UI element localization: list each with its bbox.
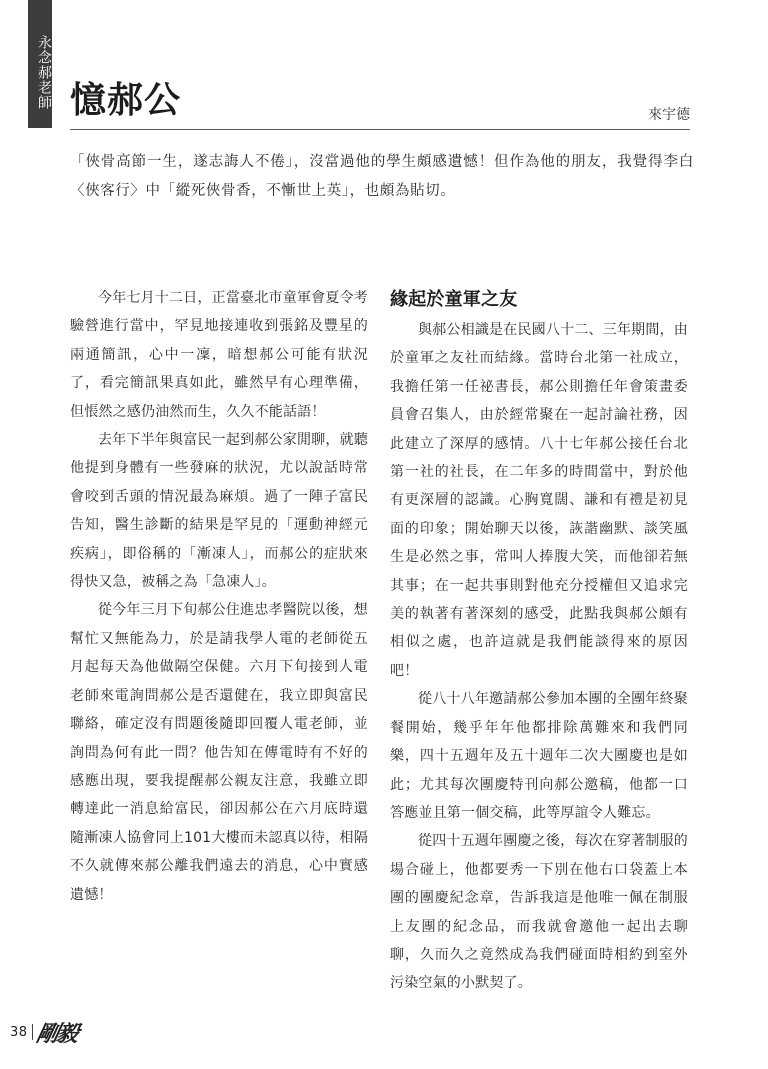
section-heading: 緣起於童軍之友 bbox=[390, 289, 518, 310]
title-divider bbox=[70, 129, 690, 130]
footer-separator bbox=[32, 1024, 33, 1040]
paragraph: 去年下半年與富民一起到郝公家閒聊，就聽他提到身體有一些發麻的狀況，尤以說話時常會咬到舌頭的情況最為麻煩。過了一陣子富民告知，醫生診斷的結果是罕見的「運動神經元疾病」，即俗稱的「漸凍人」，而郝公的症狀來得快又急，被稱之為「急凍人」。 bbox=[70, 432, 368, 591]
section-side-tab: 永念郝老師 bbox=[28, 0, 52, 128]
magazine-logo: 剛毅 bbox=[33, 1020, 80, 1047]
paragraph: 從今年三月下旬郝公住進忠孝醫院以後，想幫忙又無能為力，於是請我學人電的老師從五月起每天為他做隔空保健。六月下旬接到人電老師來電詢問郝公是否還健在，我立即與富民聯絡，確定沒有問題後隨即回覆人電老師，並詢問為何有此一問？他告知在傳電時有不好的感應出現，要我提醒郝公親友注意，我雖立即轉達此一消息給富民，卻因郝公在六月底時還隨漸凍人協會同上101大樓而未認真以待，相隔不久就傳來郝公離我們遠去的消息，心中實感遺憾！ bbox=[70, 602, 368, 903]
paragraph: 與郝公相識是在民國八十二、三年期間，由於童軍之友社而結緣。當時台北第一社成立，我擔任第一任祕書長，郝公則擔任年會策畫委員會召集人，由於經常聚在一起討論社務，因此建立了深厚的感情。八十七年郝公接任台北第一社的社長，在二年多的時間當中，對於他有更深層的認識。心胸寬闊、謙和有禮是初見面的印象；開始聊天以後，詼諧幽默、談笑風生是必然之事，常叫人捧腹大笑，而他卻若無其事；在一起共事則對他充分授權但又追求完美的執著有著深刻的感受，此點我與郝公頗有相似之處，也許這就是我們能談得來的原因吧！ bbox=[390, 322, 688, 679]
page-footer bbox=[10, 1020, 80, 1047]
paragraph: 今年七月十二日，正當臺北市童軍會夏令考驗營進行當中，罕見地接連收到張銘及豐星的兩通簡訊，心中一凜，暗想郝公可能有狀況了，看完簡訊果真如此，雖然早有心理準備，但悵然之感仍油然而生，久久不能話語！ bbox=[70, 290, 368, 420]
article-author: 來宇德 bbox=[648, 107, 690, 123]
article-intro: 「俠骨高節一生，遂志誨人不倦」，沒當過他的學生頗感遺憾！但作為他的朋友，我覺得李白〈俠客行〉中「縱死俠骨香，不慚世上英」，也頗為貼切。 bbox=[70, 154, 694, 199]
page-number: 38 bbox=[10, 1024, 28, 1040]
left-column bbox=[70, 284, 368, 909]
paragraph: 從八十八年邀請郝公參加本團的全團年終聚餐開始，幾乎年年他都排除萬難來和我們同樂，四十五週年及五十週年二次大團慶也是如此；尤其每次團慶特刊向郝公邀稿，他都一口答應並且第一個交稿，此等厚誼令人難忘。 bbox=[390, 691, 688, 821]
article-title: 憶郝公 bbox=[70, 79, 182, 121]
right-column bbox=[390, 286, 688, 998]
paragraph: 從四十五週年團慶之後，每次在穿著制服的場合碰上，他都要秀一下別在他右口袋蓋上本團的團慶紀念章，告訴我這是他唯一佩在制服上友團的紀念品，而我就會邀他一起出去聊聊，久而久之竟然成為我們碰面時相約到室外污染空氣的小默契了。 bbox=[390, 833, 688, 992]
